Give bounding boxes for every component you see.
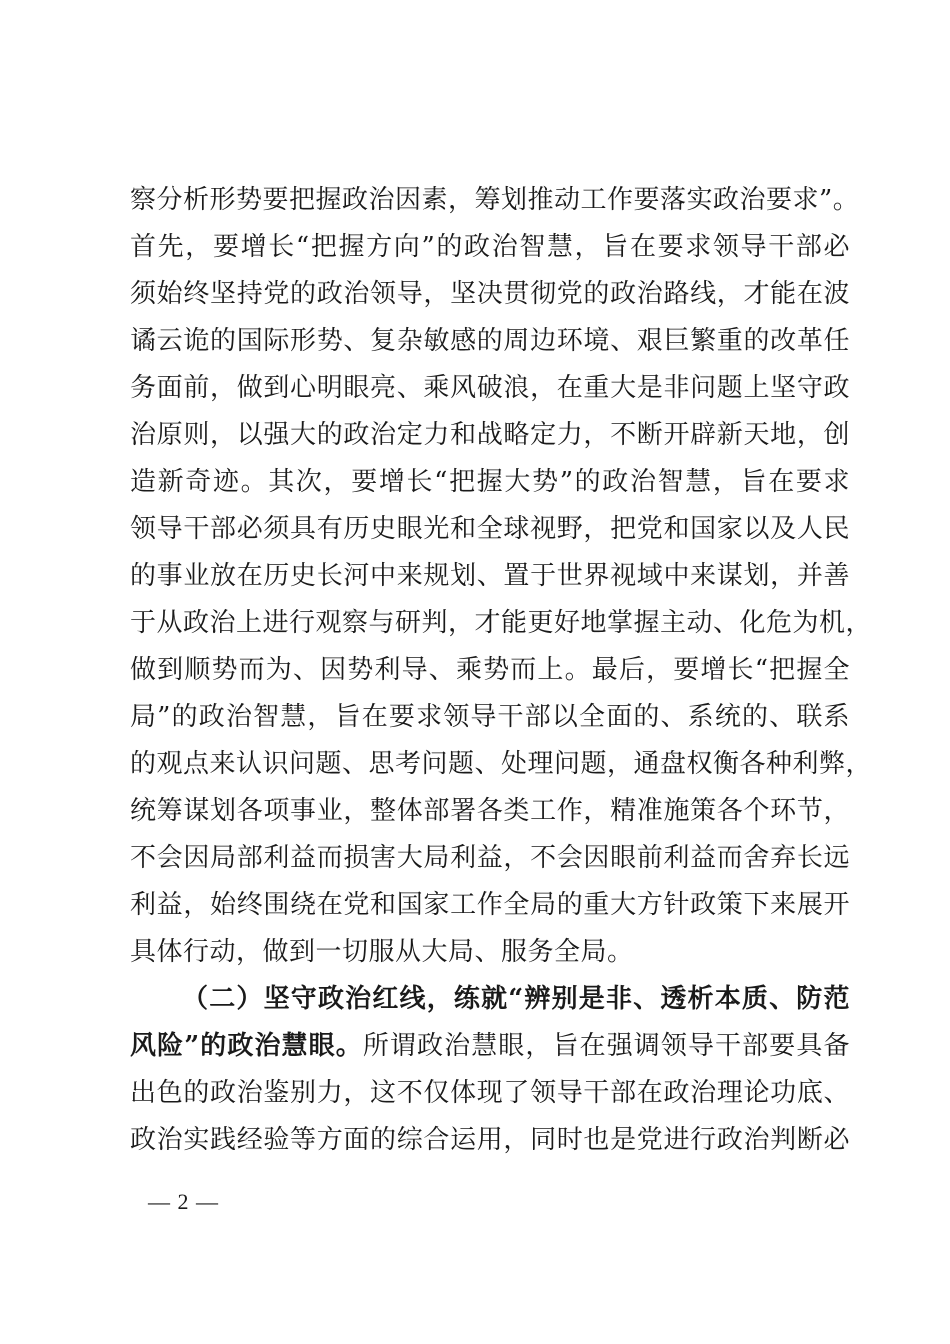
text-line: 务面前，做到心明眼亮、乘风破浪，在重大是非问题上坚守政 (130, 373, 850, 403)
text-line: 具体行动，做到一切服从大局、服务全局。 (130, 937, 634, 967)
text-line: 局”的政治智慧，旨在要求领导干部以全面的、系统的、联系 (130, 702, 850, 732)
section-heading-tail: 风险”的政治慧眼。 (130, 1031, 363, 1061)
text-line: 首先，要增长“把握方向”的政治智慧，旨在要求领导干部必 (130, 232, 850, 262)
section-heading: （二）坚守政治红线，练就“辨别是非、透析本质、防范 (182, 984, 850, 1014)
text-line: 的事业放在历史长河中来规划、置于世界视域中来谋划，并善 (130, 561, 850, 591)
document-body (130, 177, 873, 1164)
text-line: 政治实践经验等方面的综合运用，同时也是党进行政治判断必 (130, 1125, 850, 1155)
text-line: 的观点来认识问题、思考问题、处理问题，通盘权衡各种利弊， (130, 749, 873, 779)
text-line: 统筹谋划各项事业，整体部署各类工作，精准施策各个环节， (130, 796, 850, 826)
page-number: — 2 — (148, 1189, 219, 1214)
text-line: 领导干部必须具有历史眼光和全球视野，把党和国家以及人民 (130, 514, 850, 544)
text-line: 不会因局部利益而损害大局利益，不会因眼前利益而舍弃长远 (130, 843, 850, 873)
text-line: 谲云诡的国际形势、复杂敏感的周边环境、艰巨繁重的改革任 (130, 326, 850, 356)
text-line-mixed (130, 1023, 850, 1070)
text-line: 察分析形势要把握政治因素，筹划推动工作要落实政治要求”。 (130, 185, 860, 215)
text-line: 治原则，以强大的政治定力和战略定力，不断开辟新天地，创 (130, 420, 850, 450)
text-line: 于从政治上进行观察与研判，才能更好地掌握主动、化危为机， (130, 608, 873, 638)
text-line: 利益，始终围绕在党和国家工作全局的重大方针政策下来展开 (130, 890, 850, 920)
text-line: 出色的政治鉴别力，这不仅体现了领导干部在政治理论功底、 (130, 1078, 850, 1108)
text-line: 须始终坚持党的政治领导，坚决贯彻党的政治路线，才能在波 (130, 279, 850, 309)
text-line: 造新奇迹。其次，要增长“把握大势”的政治智慧，旨在要求 (130, 467, 850, 497)
text-segment: 所谓政治慧眼，旨在强调领导干部要具备 (362, 1031, 850, 1061)
text-line: 做到顺势而为、因势利导、乘势而上。最后，要增长“把握全 (130, 655, 850, 685)
